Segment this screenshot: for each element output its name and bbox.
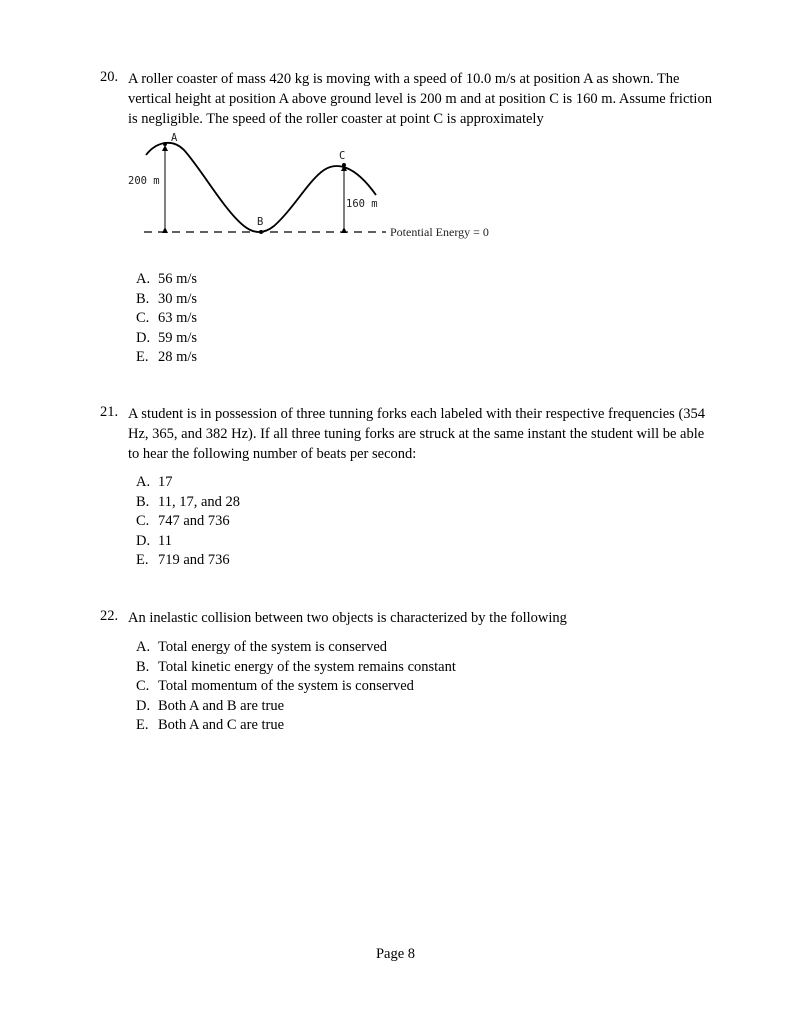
choice-e[interactable] — [136, 551, 240, 571]
question-21 — [100, 404, 720, 584]
choice-letter: B. — [136, 290, 150, 307]
choice-text: 719 and 736 — [158, 552, 230, 569]
label-height-a: 200 m — [128, 175, 160, 187]
choice-letter: C. — [136, 310, 150, 327]
label-c: C — [339, 150, 346, 162]
question-text: An inelastic collision between two objects is characterized by the following — [128, 610, 567, 626]
choice-letter: D. — [136, 532, 151, 549]
choice-text: 59 m/s — [158, 329, 198, 346]
choice-b[interactable] — [136, 290, 197, 310]
page-number: Page 8 — [375, 946, 416, 962]
choice-a[interactable] — [136, 473, 240, 493]
choice-d[interactable] — [136, 329, 197, 349]
choice-text: Total momentum of the system is conserved — [158, 678, 414, 695]
question-22 — [100, 608, 720, 748]
label-a: A — [171, 132, 178, 144]
question-text: A student is in possession of three tunning forks each labeled with their respective frequencies (354 Hz, 365, and 382 Hz). If all three tuning forks are struck at the same instant the student will be able to hear the following number of beats per second: — [128, 406, 706, 462]
choice-letter: E. — [136, 717, 149, 734]
choice-letter: C. — [136, 513, 150, 530]
choice-list — [136, 270, 197, 368]
choice-b[interactable] — [136, 658, 456, 678]
choice-letter: B. — [136, 493, 150, 510]
choice-list — [136, 638, 456, 736]
choice-c[interactable] — [136, 512, 240, 532]
choice-letter: C. — [136, 678, 150, 695]
choice-text: 28 m/s — [158, 349, 198, 366]
choice-letter: A. — [136, 271, 151, 287]
choice-a[interactable] — [136, 270, 197, 290]
choice-letter: E. — [136, 349, 149, 366]
choice-e[interactable] — [136, 716, 456, 736]
label-potential-energy: Potential Energy = 0 — [390, 225, 489, 239]
question-text: A roller coaster of mass 420 kg is moving with a speed of 10.0 m/s at position A as shown. The vertical height at position A above ground level is 200 m and at position C is 160 m. Assume friction is negligible. The speed of the roller coaster at point C is approximately — [128, 71, 712, 127]
choice-d[interactable] — [136, 532, 240, 552]
question-number: 20. — [100, 69, 119, 85]
label-b: B — [257, 216, 264, 228]
choice-text: 11, 17, and 28 — [158, 493, 241, 510]
choice-c[interactable] — [136, 677, 456, 697]
choice-d[interactable] — [136, 697, 456, 717]
choice-text: 747 and 736 — [158, 513, 230, 530]
choice-text: 56 m/s — [158, 271, 198, 287]
choice-letter: A. — [136, 639, 151, 655]
choice-letter: E. — [136, 552, 149, 569]
choice-text: Total energy of the system is conserved — [158, 639, 388, 655]
point-a-marker — [163, 142, 167, 146]
question-number: 21. — [100, 404, 119, 420]
choice-letter: A. — [136, 474, 151, 490]
choice-letter: D. — [136, 697, 151, 714]
choice-text: 30 m/s — [158, 290, 198, 307]
choice-e[interactable] — [136, 348, 197, 368]
roller-coaster-diagram — [124, 130, 504, 245]
choice-text: Total kinetic energy of the system remains constant — [158, 658, 456, 675]
choice-text: 17 — [158, 474, 173, 490]
choice-letter: B. — [136, 658, 150, 675]
question-number: 22. — [100, 608, 119, 624]
choice-text: 11 — [158, 532, 172, 549]
choice-c[interactable] — [136, 309, 197, 329]
label-height-c: 160 m — [346, 198, 378, 210]
choice-a[interactable] — [136, 638, 456, 658]
choice-text: Both A and C are true — [158, 717, 285, 734]
choice-b[interactable] — [136, 493, 240, 513]
choice-list — [136, 473, 240, 571]
choice-letter: D. — [136, 329, 151, 346]
choice-text: Both A and B are true — [158, 697, 285, 714]
point-c-marker — [342, 163, 346, 167]
choice-text: 63 m/s — [158, 310, 198, 327]
